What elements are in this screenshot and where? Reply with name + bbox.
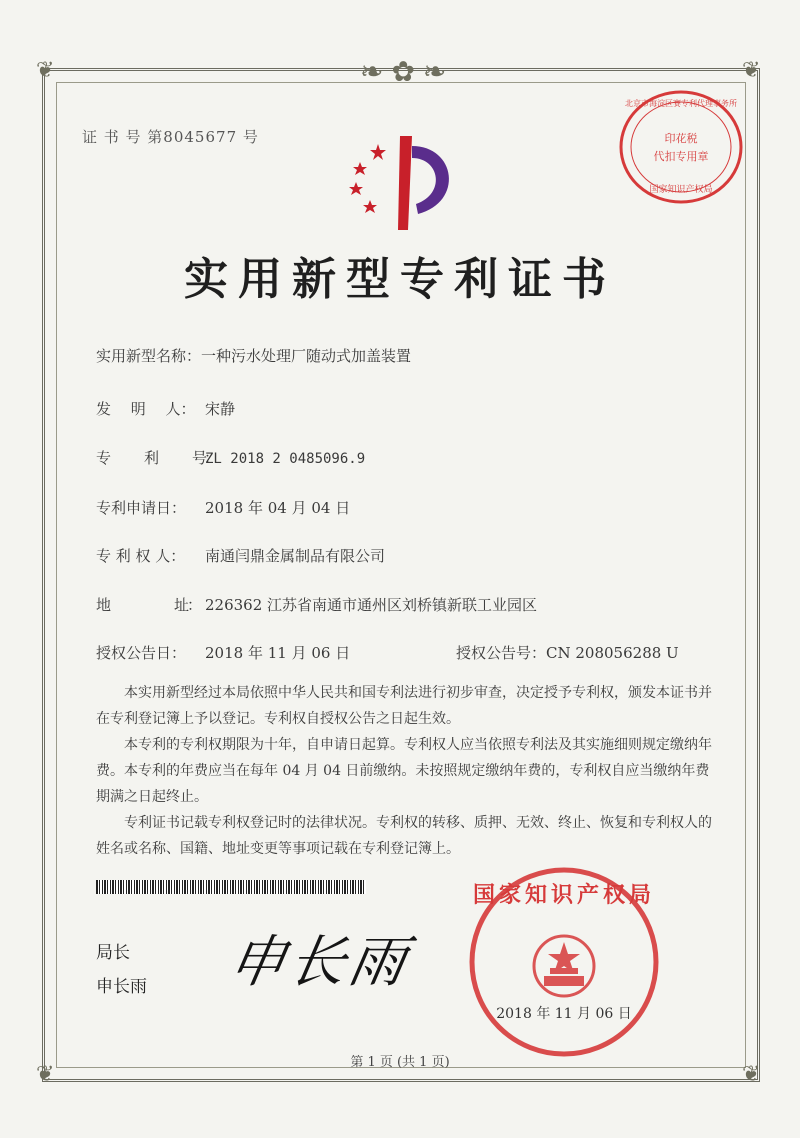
page-indicator: 第 1 页 (共 1 页)	[350, 1055, 450, 1070]
tax-seal-outer-text: 北京市海淀区赛专利代理事务所	[625, 99, 737, 108]
certificate-body	[96, 680, 712, 862]
tax-seal-inner-line1: 印花税	[664, 132, 698, 145]
official-seal-stamp	[464, 862, 664, 1062]
model-name-value: 一种污水处理厂随动式加盖装置	[201, 347, 412, 365]
corner-ornament-top-left: ❦	[36, 58, 55, 83]
tax-seal-stamp	[616, 88, 746, 206]
inventor-row	[96, 398, 235, 419]
filing-date-value: 2018 年 04 月 04 日	[205, 499, 351, 517]
address-row	[96, 594, 537, 615]
logo-red-blade	[398, 136, 412, 230]
address-value: 226362 江苏省南通市通州区刘桥镇新联工业园区	[205, 596, 538, 614]
grant-date-value: 2018 年 11 月 06 日	[205, 644, 351, 662]
director-signature: 申长雨	[223, 930, 415, 995]
barcode	[96, 880, 366, 894]
address-label: 地 址：	[96, 596, 201, 614]
director-name: 申长雨	[96, 977, 147, 997]
logo-stars-icon	[349, 144, 386, 213]
seal-date: 2018 年 11 月 06 日	[496, 1006, 632, 1022]
director-title: 局长	[96, 943, 130, 963]
patentee-label: 专 利 权 人：	[96, 547, 186, 565]
certificate-title: 实用新型专利证书	[184, 254, 616, 305]
grant-date-row	[96, 642, 350, 663]
body-paragraph: 本专利的专利权期限为十年，自申请日起算。专利权人应当依照专利法及其实施细则规定缴纳年费。本专利的年费应当在每年 04 月 04 日前缴纳。未按照规定缴纳年费的，专利权自应当缴纳年费期满之日起终止。	[96, 737, 712, 805]
top-center-ornament: ❧✿❧	[360, 55, 455, 88]
corner-ornament-top-right: ❦	[742, 58, 761, 83]
patentee-row	[96, 545, 385, 566]
patentee-value: 南通闫鼎金属制品有限公司	[205, 547, 386, 565]
corner-ornament-bottom-left: ❦	[36, 1062, 55, 1087]
body-paragraph: 专利证书记载专利权登记时的法律状况。专利权的转移、质押、无效、终止、恢复和专利权人的姓名或名称、国籍、地址变更等事项记载在专利登记簿上。	[96, 815, 712, 857]
body-paragraph: 本实用新型经过本局依照中华人民共和国专利法进行初步审查，决定授予专利权，颁发本证书并在专利登记簿上予以登记。专利权自授权公告之日起生效。	[96, 685, 712, 727]
grant-number-row	[456, 642, 679, 663]
grant-number-value: CN 208056288 U	[546, 644, 679, 662]
tax-seal-bottom-text: 国家知识产权局	[649, 185, 713, 195]
inventor-label: 发 明 人：	[96, 400, 196, 418]
grant-number-label: 授权公告号：	[456, 644, 547, 662]
patent-number-value: ZL 2018 2 0485096.9	[205, 451, 366, 467]
filing-date-label: 专利申请日：	[96, 499, 187, 517]
model-name-row	[96, 345, 411, 366]
logo-purple-arc	[412, 146, 449, 214]
patent-office-logo	[338, 132, 468, 232]
patent-number-row	[96, 447, 365, 468]
seal-authority-text: 国家知识产权局	[472, 883, 656, 908]
national-emblem-icon	[534, 936, 594, 996]
patent-number-label: 专 利 号：	[96, 449, 217, 467]
grant-date-label: 授权公告日：	[96, 644, 187, 662]
corner-ornament-bottom-right: ❦	[742, 1062, 761, 1087]
tax-seal-inner-line2: 代扣专用章	[653, 150, 709, 163]
inventor-value: 宋静	[205, 400, 236, 418]
model-name-label: 实用新型名称：	[96, 347, 202, 365]
certificate-number: 证 书 号 第8045677 号	[82, 128, 259, 146]
filing-date-row	[96, 497, 350, 518]
